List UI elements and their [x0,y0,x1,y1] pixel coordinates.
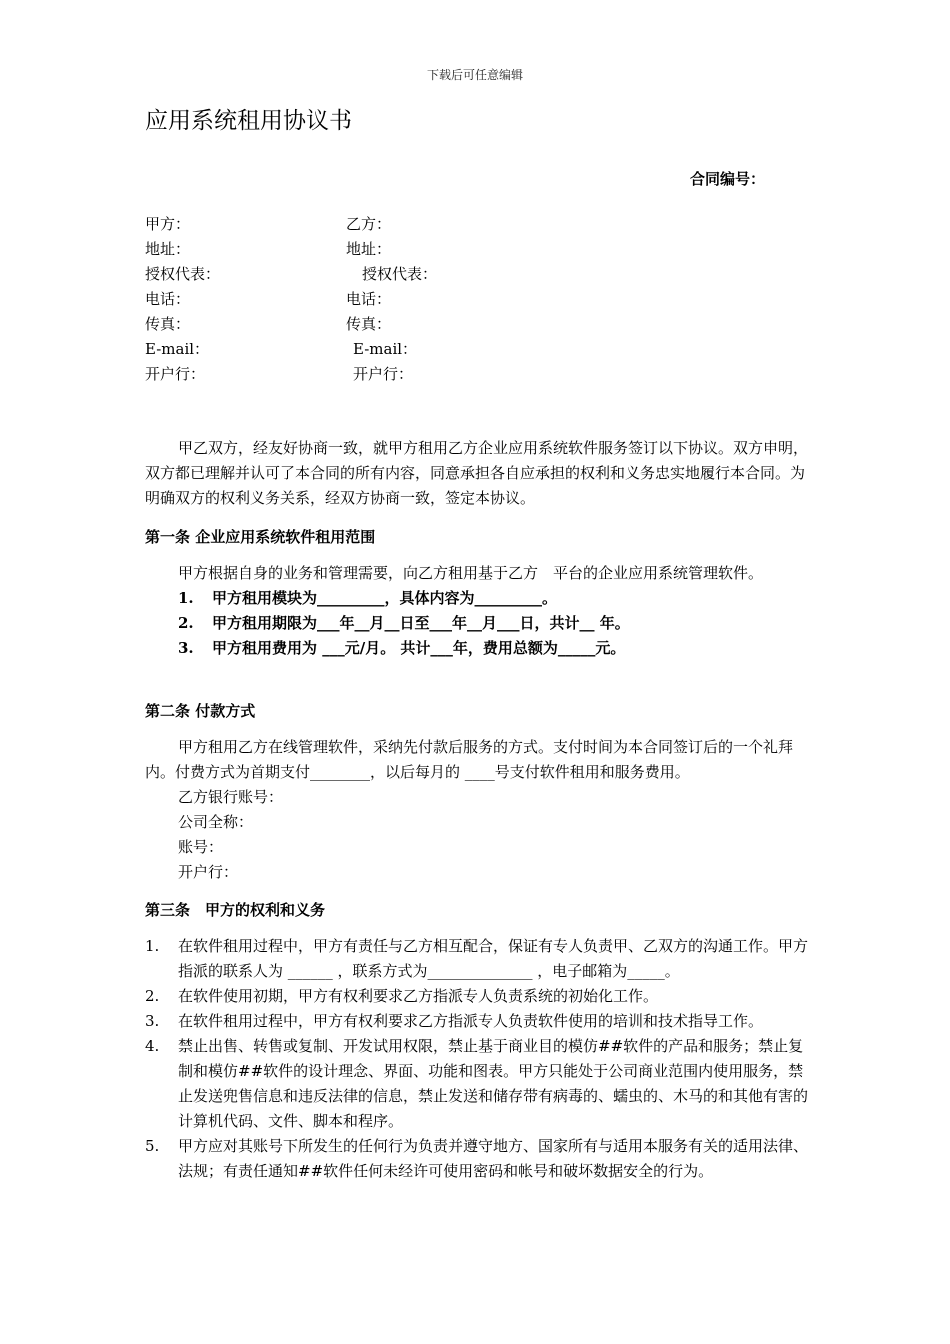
article-1-heading: 第一条 企业应用系统软件租用范围 [145,528,376,546]
party-b-block [346,212,437,387]
party-a-block [145,212,220,387]
header-note: 下载后可任意编辑 [426,68,523,82]
list-item: 3. 在软件租用过程中，甲方有权利要求乙方指派专人负责软件使用的培训和技术指导工作。 [145,1012,764,1030]
article-1-items [145,586,810,661]
article-1-paragraph: 甲方根据自身的业务和管理需要，向乙方租用基于乙方 平台的企业应用系统管理软件。 [178,564,764,582]
party-a-name: 甲方： [145,215,191,233]
party-a-bank: 开户行： [145,365,206,383]
party-b-name: 乙方： [346,215,392,233]
contract-number-label: 合同编号： [690,170,766,188]
account-number-label: 账号： [178,838,224,856]
party-a-email: E-mail： [145,340,210,358]
list-item: 2. 在软件使用初期，甲方有权利要求乙方指派专人负责系统的初始化工作。 [145,987,659,1005]
intro-paragraph: 甲乙双方，经友好协商一致，就甲方租用乙方企业应用系统软件服务签订以下协议。双方申明，双方都已理解并认可了本合同的所有内容，同意承担各自应承担的权利和义务忠实地履行本合同。为明确双方的权利义务关系，经双方协商一致，签定本协议。 [145,439,809,507]
party-b-fax: 传真： [346,315,392,333]
intro-section [145,436,810,511]
article-3-heading: 第三条 甲方的权利和义务 [145,901,326,919]
article-2 [145,699,810,885]
list-item: 1. 在软件租用过程中，甲方有责任与乙方相互配合，保证有专人负责甲、乙双方的沟通工作。甲方指派的联系人为 ______ ，联系方式为______________ ，电子邮箱为_____。 [145,937,809,980]
party-b-email: E-mail： [353,340,418,358]
article-3-items [145,934,810,1184]
party-b-bank: 开户行： [353,365,414,383]
company-name-label: 公司全称： [178,813,254,831]
party-b-phone: 电话： [346,290,392,308]
article-3 [145,898,810,1184]
party-a-fax: 传真： [145,315,191,333]
list-item: 2. 甲方租用期限为___年__月__日至___年__月___日，共计__ 年。 [178,614,630,632]
list-item: 5. 甲方应对其账号下所发生的任何行为负责并遵守地方、国家所有与适用本服务有关的适用法律、法规；有责任通知##软件任何未经许可使用密码和帐号和破坏数据安全的行为。 [145,1137,809,1180]
bank-name-label: 开户行： [178,863,239,881]
party-a-address: 地址： [145,240,191,258]
article-2-heading: 第二条 付款方式 [145,702,256,720]
party-b-representative: 授权代表： [362,265,438,283]
party-a-phone: 电话： [145,290,191,308]
list-item: 3. 甲方租用费用为 ___元/月。 共计___年，费用总额为_____元。 [178,639,626,657]
party-a-representative: 授权代表： [145,265,221,283]
bank-account-label: 乙方银行账号： [178,788,284,806]
list-item: 1. 甲方租用模块为_________，具体内容为_________。 [178,589,558,607]
list-item: 4. 禁止出售、转售或复制、开发试用权限，禁止基于商业目的模仿##软件的产品和服务；禁止复制和模仿##软件的设计理念、界面、功能和图表。甲方只能处于公司商业范围内使用服务，禁止发送兜售信息和违反法律的信息，禁止发送和储存带有病毒的、蠕虫的、木马的和其他有害的计算机代码、文件、脚本和程序。 [145,1037,809,1130]
article-2-paragraph: 甲方租用乙方在线管理软件，采纳先付款后服务的方式。支付时间为本合同签订后的一个礼拜内。付费方式为首期支付________，以后每月的 ____号支付软件租用和服务费用。 [145,738,794,781]
article-1 [145,525,810,661]
document-title: 应用系统租用协议书 [145,108,352,134]
party-b-address: 地址： [346,240,392,258]
